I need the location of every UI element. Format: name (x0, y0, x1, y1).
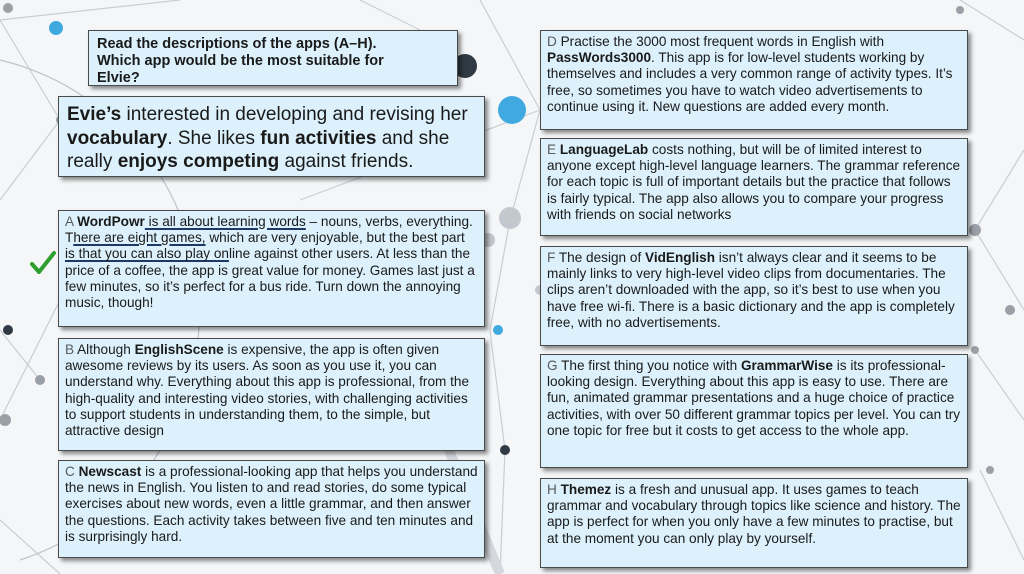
app-name: EnglishScene (134, 342, 224, 357)
app-letter: E (547, 142, 557, 157)
app-text: is its professional-looking design. Everything about this app is easy to use. There are fun, animated grammar presentations and a huge choice of practice activities, with over 50 different grammar topics per level. You can try one topic for free but it costs to get access to the whole app. (547, 358, 961, 438)
app-name: VidEnglish (645, 250, 715, 265)
app-card-d (540, 30, 968, 130)
app-letter: H (547, 482, 557, 497)
task-instruction (88, 30, 458, 86)
app-name: LanguageLab (559, 142, 649, 157)
app-card-f (540, 246, 968, 346)
app-text: . This app is for low-level students working by themselves and includes a very common range of activity types. It’s free, so sometimes you have to watch video advertisements to continue using it. New questions are added every month. (547, 50, 953, 114)
app-card-g (540, 354, 968, 468)
intro-text-3: and she really (67, 127, 450, 172)
task-line-1: Read the descriptions of the apps (A–H). (97, 36, 377, 52)
app-letter: G (547, 358, 558, 373)
app-letter: F (547, 250, 556, 265)
app-text: isn’t always clear and it seems to be mainly links to very high-level video clips from documentaries. The clips aren’t downloaded with the app, so it’s best to use when you have free wi-fi. There is a basic dictionary and the app is completely free, with no advertisements. (547, 250, 955, 330)
underlined-text: is all about learning words (144, 214, 306, 229)
app-card-b (58, 338, 485, 451)
task-line-2: Which app would be the most suitable for (97, 53, 384, 69)
intro-text-2: . She likes (167, 127, 261, 149)
app-letter: A (65, 214, 74, 229)
app-text: is a professional-looking app that helps you understand the news in English. You listen to and read stories, do some typical exercises about new words, even a little grammar, and then answer the questions. Each activity takes between five and ten minutes and is surprisingly hard. (65, 464, 478, 544)
task-line-3: Elvie? (97, 70, 140, 86)
app-name: PassWords3000 (547, 50, 652, 66)
app-name: WordPowr (77, 214, 145, 229)
app-name: GrammarWise (740, 358, 833, 373)
app-letter: C (65, 464, 75, 479)
app-letter: D (547, 34, 557, 49)
app-pre: The design of (558, 250, 645, 265)
app-letter: B (65, 342, 75, 357)
app-pre: The first thing you notice with (561, 358, 741, 373)
app-text: is expensive, the app is often given awesome reviews by its users. As soon as you use it, you can understand why. Everything about this app is professional, from the high-quality and interesting video stories, with challenging activities to support students in understanding them, to the simple, but attractive design (65, 342, 470, 439)
app-card-a (58, 210, 485, 327)
intro-name: Evie’s (67, 104, 122, 125)
underlined-text: here are eight games, (73, 230, 206, 246)
app-text: line against other users. At less than the price of a coffee, the app is great value for money. Games last just a few minutes, so it’s perfect for a bus ride. Turn down the annoying music, though! (65, 246, 475, 311)
app-card-e (540, 138, 968, 236)
app-pre: Although (77, 342, 135, 357)
underlined-text: is that you can also play on (65, 246, 229, 262)
app-text: – nouns, verbs, everything. T (65, 214, 473, 246)
app-pre: Practise the 3000 most frequent words in English with (560, 34, 885, 49)
intro-text-1: interested in developing and revising her (121, 104, 468, 125)
app-text: costs nothing, but will be of limited interest to anyone except high-level language learners. The grammar reference for each topic is full of important details but the practice that follows is fairly typical. The app also allows you to compare your progress with friends on social networks (547, 142, 961, 222)
app-text: which are very enjoyable, but the best part (205, 230, 465, 246)
check-icon (30, 250, 56, 276)
app-name: Newscast (78, 464, 142, 479)
intro-bold-vocabulary: vocabulary (67, 127, 168, 149)
intro-bold-competing: enjoys competing (117, 151, 280, 172)
intro-bold-fun: fun activities (260, 127, 377, 149)
intro-box (58, 96, 485, 177)
app-card-c (58, 460, 485, 558)
app-text: is a fresh and unusual app. It uses games to teach grammar and vocabulary through topics like science and history. The app is perfect for when you only have a few minutes to practise, but at the moment you can only play by yourself. (547, 482, 961, 546)
app-name: Themez (560, 482, 612, 497)
app-card-h (540, 478, 968, 568)
intro-text-4: against friends. (279, 151, 414, 172)
